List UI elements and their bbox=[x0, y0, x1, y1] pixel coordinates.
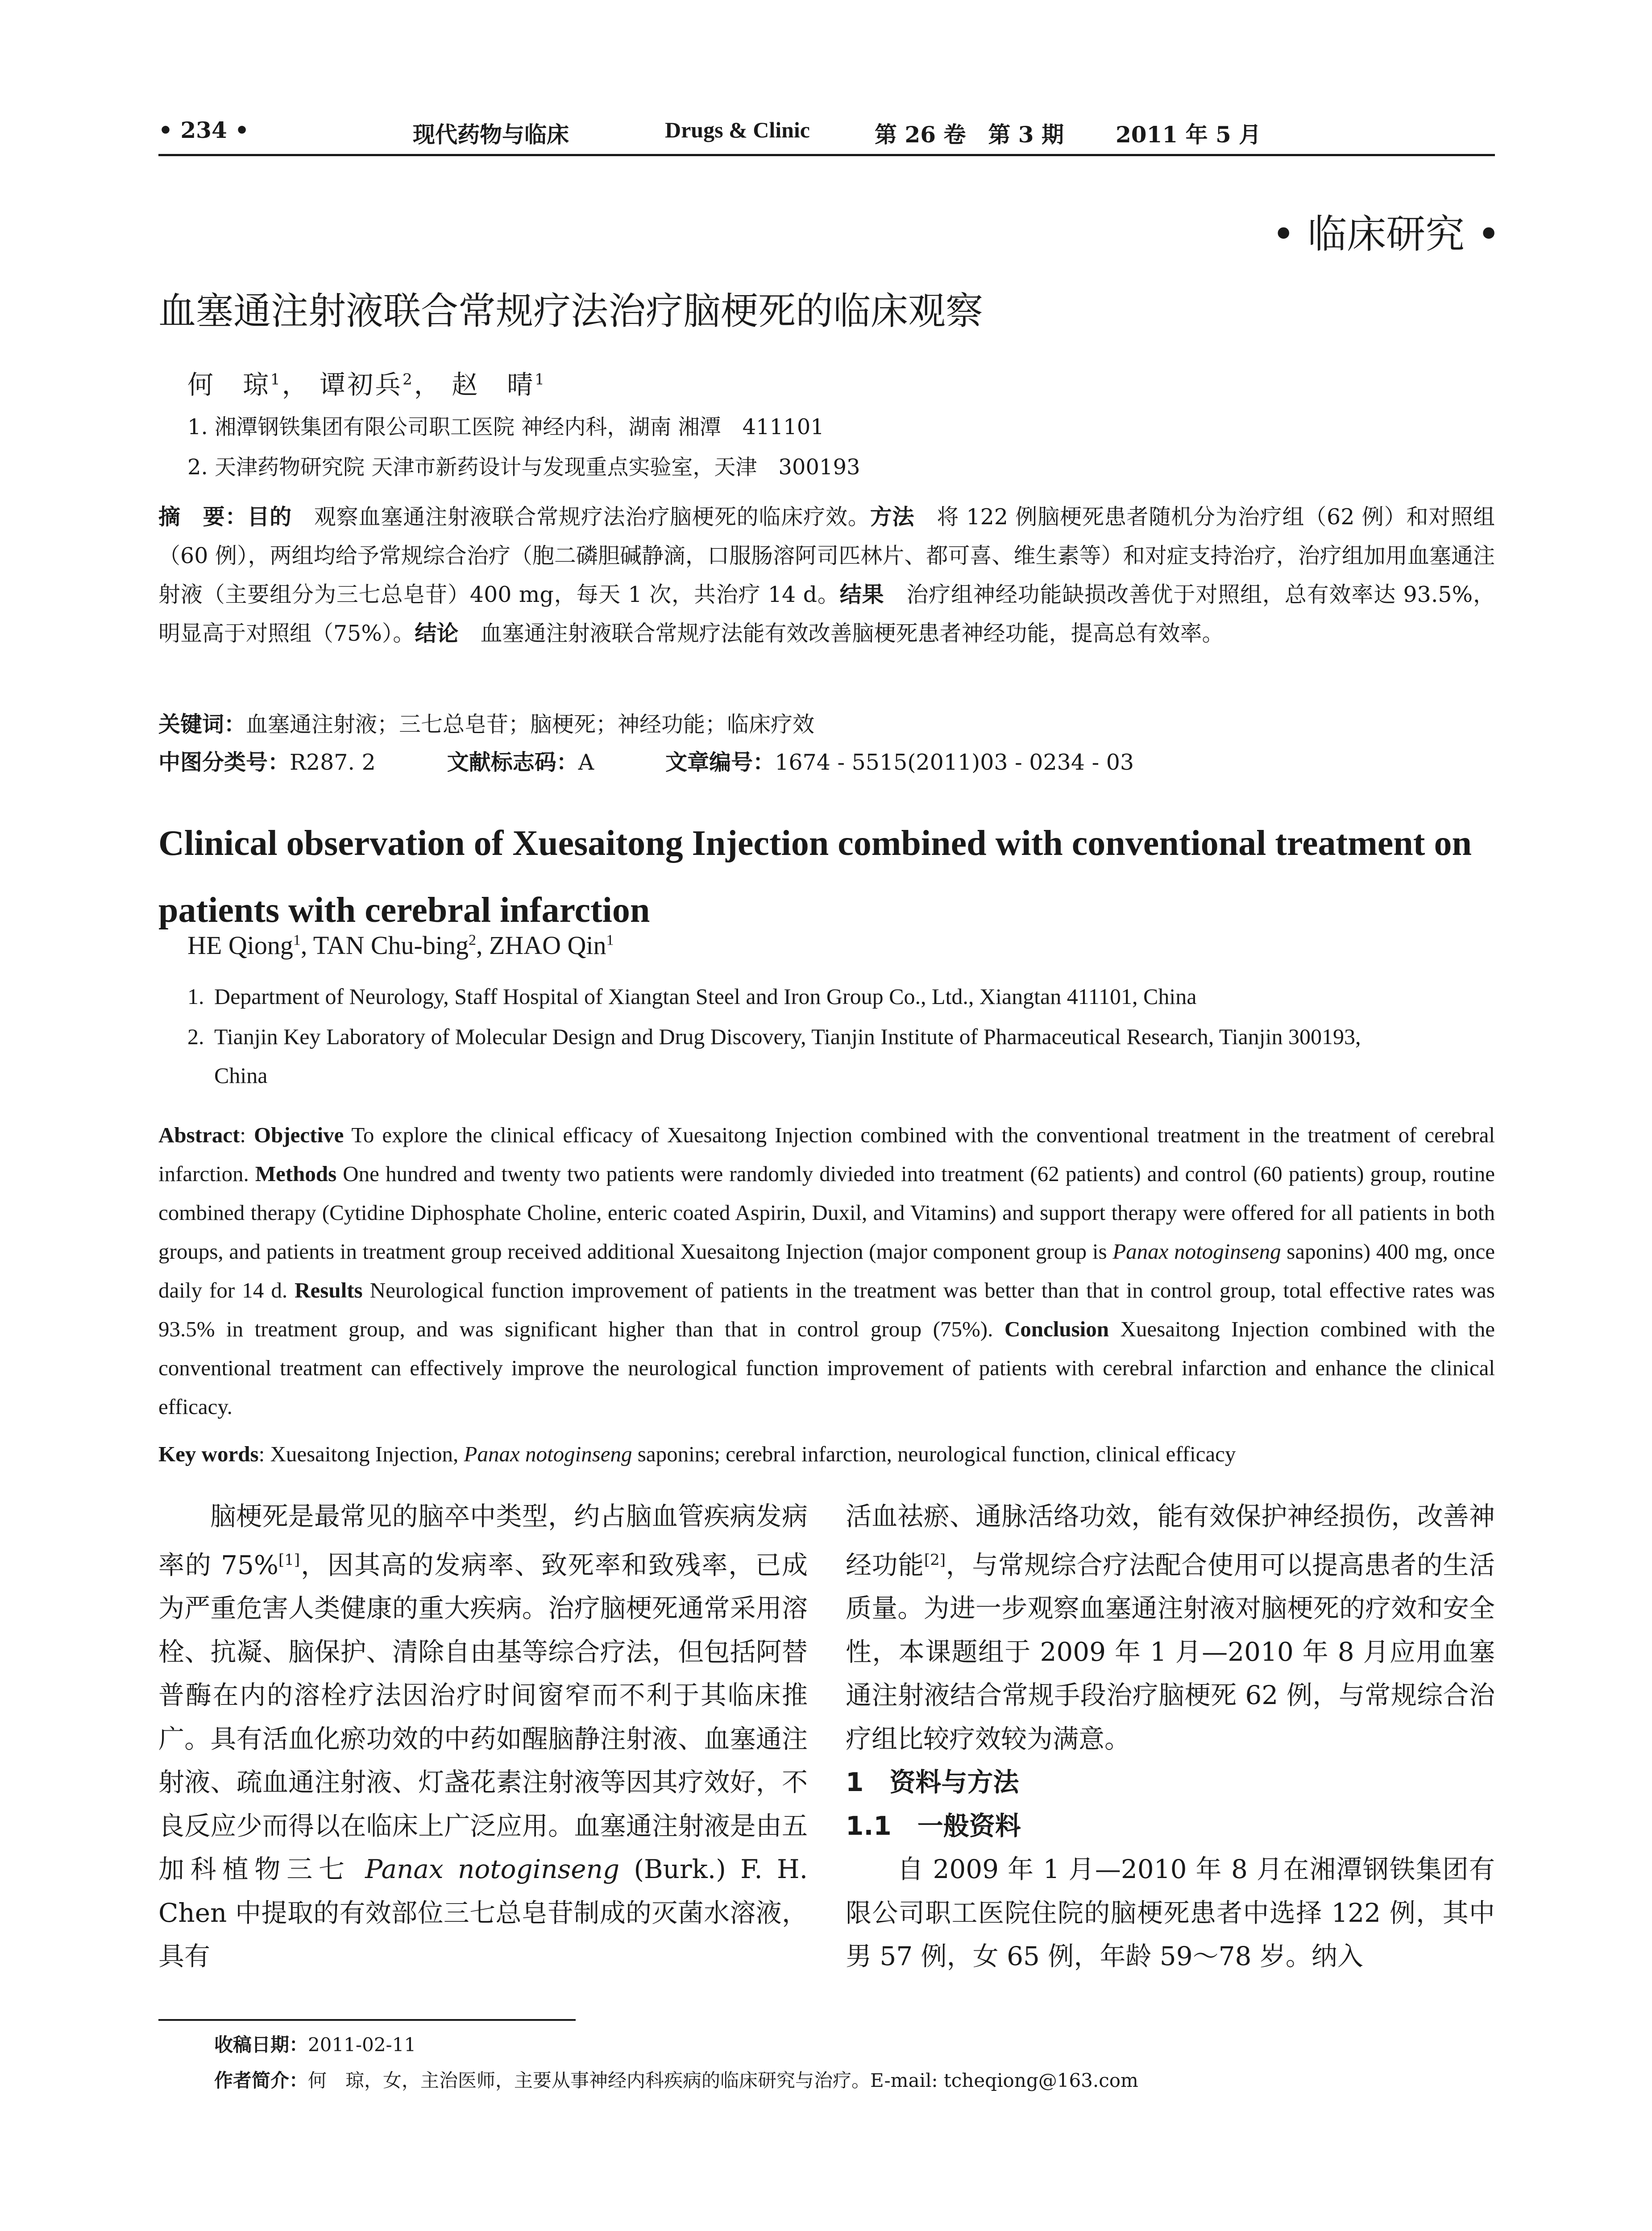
author-name: HE Qiong bbox=[187, 931, 293, 960]
species-name: Panax notoginseng bbox=[1112, 1239, 1281, 1264]
author-affiliation-mark: 1 bbox=[293, 932, 301, 949]
cn-authors bbox=[187, 364, 546, 401]
keywords-text: 血塞通注射液；三七总皂苷；脑梗死；神经功能；临床疗效 bbox=[246, 712, 815, 737]
keywords-text: saponins; cerebral infarction, neurological function, clinical efficacy bbox=[632, 1442, 1236, 1466]
author-name: 谭初兵 bbox=[320, 369, 403, 400]
en-authors bbox=[187, 930, 614, 960]
body-paragraph bbox=[846, 1495, 1495, 1761]
received-label: 收稿日期： bbox=[214, 2034, 308, 2056]
doc-code-label: 文献标志码： bbox=[447, 750, 578, 775]
body-paragraph: 自 2009 年 1 月—2010 年 8 月在湘潭钢铁集团有限公司职工医院住院的脑梗死患者中选择 122 例，其中男 57 例，女 65 例，年龄 59～78 岁。纳入 bbox=[846, 1854, 1495, 1972]
bio-text: 何 琼，女，主治医师，主要从事神经内科疾病的临床研究与治疗。E-mail: tcheqiong@163.com bbox=[308, 2069, 1138, 2091]
citation[interactable]: [1] bbox=[278, 1551, 300, 1569]
conclusion-label: Conclusion bbox=[1004, 1317, 1109, 1341]
objective-label: 目的 bbox=[247, 504, 292, 530]
affiliation-text: Department of Neurology, Staff Hospital of Xiangtan Steel and Iron Group Co., Ltd., Xiangtan 411101, China bbox=[214, 984, 1197, 1009]
methods-text: One hundred and twenty two patients were randomly divieded into treatment (62 patients) and control (60 patients) group, routine combined therapy (Cytidine Diphosphate Choline, enteric coated Aspirin, Duxil, and Vitamins) and support therapy were offered for all patients in both groups, and patients in treatment group received additional Xuesaitong Injection (major component group is bbox=[158, 1161, 1495, 1264]
journal-date: 2011 年 5 月 bbox=[1116, 121, 1262, 148]
results-label: Results bbox=[295, 1278, 363, 1302]
affiliation-text: Tianjin Key Laboratory of Molecular Design and Drug Discovery, Tianjin Institute of Pharmaceutical Research, Tianjin 300193, bbox=[214, 1024, 1361, 1049]
body-text: 活血祛瘀、通脉活络功效，能有效保护神经损伤，改善神经功能 bbox=[846, 1501, 1495, 1580]
subsection-heading: 1.1 一般资料 bbox=[846, 1810, 1021, 1841]
author-affiliation-mark: 1 bbox=[270, 370, 282, 389]
objective-text: 观察血塞通注射液联合常规疗法治疗脑梗死的临床疗效。 bbox=[292, 504, 870, 530]
abstract-label: Abstract bbox=[158, 1123, 240, 1147]
results-label: 结果 bbox=[839, 582, 884, 607]
methods-text: 将 122 例脑梗死患者随机分为治疗组（62 例）和对照组（60 例），两组均给予常规综合治疗（胞二磷胆碱静滴，口服肠溶阿司匹林片、都可喜、维生素等）和对症支持治疗，治疗组加用血塞通注射液（主要组分为三七总皂苷）400 mg，每天 1 次，共治疗 14 d。 bbox=[158, 504, 1495, 607]
keywords-label: 关键词： bbox=[158, 712, 246, 737]
citation[interactable]: [2] bbox=[924, 1551, 946, 1569]
section-tag: • 临床研究 • bbox=[1272, 211, 1500, 257]
doc-code-value: A bbox=[578, 750, 594, 775]
author-affiliation-mark: 2 bbox=[468, 932, 476, 949]
clc-value: R287. 2 bbox=[290, 750, 376, 775]
footnote-received bbox=[214, 2030, 416, 2057]
en-affiliation bbox=[187, 1017, 1495, 1095]
cn-keywords bbox=[158, 707, 814, 738]
section-heading: 1 资料与方法 bbox=[846, 1767, 1019, 1798]
methods-tail: saponins) 400 mg, once daily for 14 d. bbox=[158, 1239, 1495, 1302]
author-name: ZHAO Qin bbox=[489, 931, 606, 960]
author-separator: , bbox=[476, 931, 489, 960]
body-text: (Burk.) F. H. Chen 中提取的有效部位三七总皂苷制成的灭菌水溶液，具有 bbox=[158, 1854, 808, 1972]
journal-issue: 第 26 卷 第 3 期 bbox=[875, 121, 1064, 148]
body-paragraph bbox=[158, 1495, 808, 1978]
keywords-label: Key words bbox=[158, 1442, 259, 1466]
header-rule bbox=[158, 154, 1495, 156]
abstract-label: 摘 要： bbox=[158, 504, 248, 530]
keywords-colon: : bbox=[258, 1442, 270, 1466]
cn-abstract bbox=[158, 498, 1495, 653]
author-affiliation-mark: 1 bbox=[535, 370, 546, 389]
abstract-colon: : bbox=[240, 1123, 254, 1147]
body-column-right bbox=[846, 1495, 1495, 1978]
conclusion-text: Xuesaitong Injection combined with the conventional treatment can effectively improve the neurological function improvement of patients with cerebral infarction and enhance the clinical efficacy. bbox=[158, 1317, 1495, 1419]
affiliation-continuation: China bbox=[214, 1063, 268, 1088]
body-text: ，与常规综合疗法配合使用可以提高患者的生活质量。为进一步观察血塞通注射液对脑梗死的疗效和安全性，本课题组于 2009 年 1 月—2010 年 8 月应用血塞通注射液结合常规手段治疗脑梗死 62 例，与常规综合治疗组比较疗效较为满意。 bbox=[846, 1549, 1495, 1754]
conclusion-text: 血塞通注射液联合常规疗法能有效改善脑梗死患者神经功能，提高总有效率。 bbox=[458, 621, 1224, 646]
cn-affiliation: 2. 天津药物研究院 天津市新药设计与发现重点实验室，天津 300193 bbox=[187, 455, 860, 480]
author-name: 赵 晴 bbox=[452, 369, 535, 400]
methods-label: 方法 bbox=[870, 504, 915, 530]
en-affiliation bbox=[187, 977, 1495, 1016]
body-text: 脑梗死是最常见的脑卒中类型，约占脑血管疾病发病率的 75% bbox=[158, 1501, 808, 1580]
species-name: Panax notoginseng bbox=[464, 1442, 632, 1466]
bio-label: 作者简介： bbox=[214, 2069, 308, 2091]
en-title: Clinical observation of Xuesaitong Injection combined with conventional treatment on patients with cerebral infarction bbox=[158, 824, 1472, 930]
body-text: ，因其高的发病率、致死率和致残率，已成为严重危害人类健康的重大疾病。治疗脑梗死通常采用溶栓、抗凝、脑保护、清除自由基等综合疗法，但包括阿替普酶在内的溶栓疗法因治疗时间窗窄而不利于其临床推广。具有活血化瘀功效的中药如醒脑静注射液、血塞通注射液、疏血通注射液、灯盏花素注射液等因其疗效好，不良反应少而得以在临床上广泛应用。血塞通注射液是由五加科植物三七 bbox=[158, 1549, 808, 1885]
cn-affiliation: 1. 湘潭钢铁集团有限公司职工医院 神经内科，湖南 湘潭 411101 bbox=[187, 415, 824, 440]
journal-name-cn: 现代药物与临床 bbox=[413, 122, 569, 148]
species-name: Panax notoginseng bbox=[365, 1854, 620, 1885]
author-separator: ， bbox=[282, 369, 310, 400]
received-date: 2011-02-11 bbox=[308, 2034, 416, 2056]
author-separator: ， bbox=[414, 369, 442, 400]
author-name: TAN Chu-bing bbox=[313, 931, 469, 960]
article-no-label: 文章编号： bbox=[665, 750, 775, 775]
body-column-left bbox=[158, 1495, 808, 1978]
objective-text: To explore the clinical efficacy of Xuesaitong Injection combined with the conventional treatment in the treatment of cerebral infarction. bbox=[158, 1123, 1495, 1186]
article-no-value: 1674 - 5515(2011)03 - 0234 - 03 bbox=[775, 750, 1134, 775]
cn-classification bbox=[158, 745, 1134, 776]
journal-name-en: Drugs & Clinic bbox=[665, 117, 810, 142]
en-keywords bbox=[158, 1435, 1495, 1473]
author-affiliation-mark: 1 bbox=[606, 932, 614, 949]
clc-label: 中图分类号： bbox=[158, 750, 290, 775]
author-affiliation-mark: 2 bbox=[403, 370, 414, 389]
page-number: • 234 • bbox=[158, 117, 249, 143]
affiliation-number: 1. bbox=[187, 984, 204, 1009]
results-text: Neurological function improvement of patients in the treatment was better than that in control group, total effective rates was 93.5% in treatment group, and was significant higher than that in control group (75%). bbox=[158, 1278, 1495, 1341]
author-separator: , bbox=[300, 931, 313, 960]
affiliation-number: 2. bbox=[187, 1024, 204, 1049]
footnote-rule bbox=[158, 2019, 576, 2021]
methods-label: Methods bbox=[255, 1161, 337, 1186]
results-text: 治疗组神经功能缺损改善优于对照组，总有效率达 93.5%，明显高于对照组（75%）。 bbox=[158, 582, 1495, 646]
en-abstract bbox=[158, 1116, 1495, 1426]
objective-label: Objective bbox=[253, 1123, 344, 1147]
conclusion-label: 结论 bbox=[415, 621, 459, 646]
footnote-author-bio bbox=[214, 2066, 1138, 2093]
keywords-text: Xuesaitong Injection, bbox=[270, 1442, 464, 1466]
author-name: 何 琼 bbox=[187, 369, 271, 400]
cn-title: 血塞通注射液联合常规疗法治疗脑梗死的临床观察 bbox=[158, 289, 984, 333]
